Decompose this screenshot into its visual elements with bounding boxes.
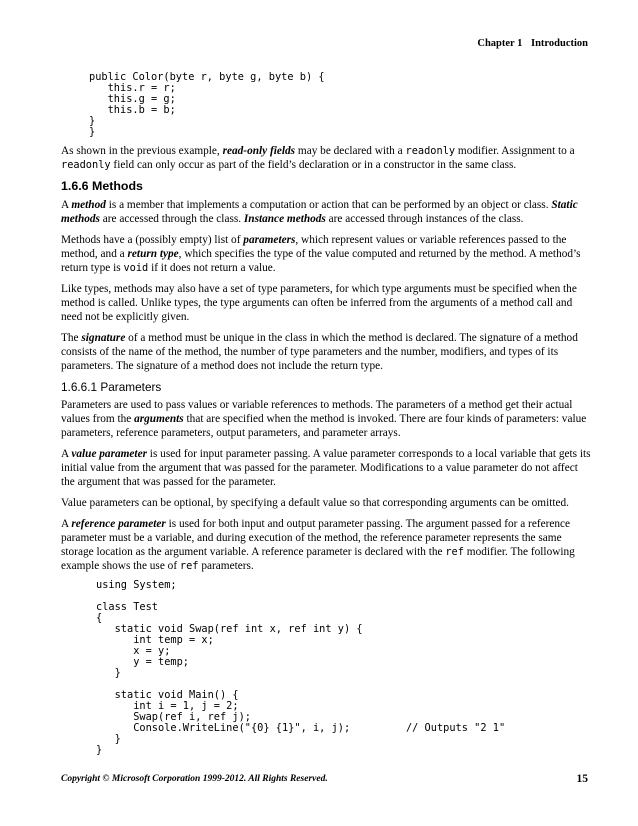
term-instance-methods: Instance methods xyxy=(243,213,326,225)
chapter-number: Chapter 1 xyxy=(477,38,523,49)
code-ref: ref xyxy=(179,560,199,572)
text: is used for both input and output parameter passing. The argument passed for a reference parameter must be a variable, and during execution of the method, the reference parameter represents the same storage location as the argument variable. A reference parameter is declared with the xyxy=(61,518,571,558)
page-number: 15 xyxy=(576,773,588,785)
text: of a method must be unique in the class in which the method is declared. The signature of a method consists of the name of the method, the number of type parameters and the number, modifiers, and types of its parameters. The signature of a method does not include the return type. xyxy=(61,332,578,372)
text: parameters. xyxy=(198,560,254,572)
paragraph-readonly xyxy=(61,144,591,172)
page-header xyxy=(477,38,588,49)
term-signature: signature xyxy=(81,332,126,344)
paragraph-value-parameter xyxy=(61,447,591,489)
term-parameters: parameters xyxy=(243,234,296,246)
term-static-methods: Static methods xyxy=(61,199,578,225)
text: The xyxy=(61,332,82,344)
text: modifier. Assignment to a xyxy=(455,145,575,157)
text: are accessed through the class. xyxy=(99,213,244,225)
term-arguments: arguments xyxy=(134,413,184,425)
text: Parameters are used to pass values or variable references to methods. The parameters of a method get their actual values from the xyxy=(61,399,573,425)
term-readonly-fields: read-only fields xyxy=(222,145,296,157)
paragraph-parameters-return-type xyxy=(61,233,591,275)
text: A xyxy=(61,199,72,211)
text: is a member that implements a computation or action that can be performed by an object or class. xyxy=(105,199,552,211)
paragraph-parameters-definition xyxy=(61,398,591,440)
text: , which specifies the type of the value computed and returned by the method. A method’s return type is xyxy=(61,248,581,274)
text: modifier. The following example shows the use of xyxy=(61,546,575,572)
code-readonly: readonly xyxy=(61,159,111,171)
paragraph-signature xyxy=(61,331,591,373)
code-readonly: readonly xyxy=(405,145,456,157)
copyright-notice: Copyright © Microsoft Corporation 1999-2012. All Rights Reserved. xyxy=(61,774,328,784)
paragraph-method-definition xyxy=(61,198,591,226)
text: field can only occur as part of the field’s declaration or in a constructor in the same class. xyxy=(110,159,517,171)
code-block-swap-example: using System; class Test { static void Swap(ref int x, ref int y) { int temp = x; x = y; y = temp; } static void Main() { int i = 1, j = 2; Swap(ref i, ref j); Console.WriteLine("{0} {1}", i, j); // Outputs "2 1" } } xyxy=(96,579,506,756)
text: A xyxy=(61,518,72,530)
text: is used for input parameter passing. A value parameter corresponds to a local variable that gets its initial value from the argument that was passed for the parameter. Modifications to a value parameter do not affect the argument that was passed for the parameter. xyxy=(61,448,591,488)
code-ref: ref xyxy=(445,546,464,558)
term-value-parameter: value parameter xyxy=(71,448,147,460)
page-body xyxy=(61,72,591,756)
subsection-heading-parameters: 1.6.6.1 Parameters xyxy=(61,380,162,394)
page-footer xyxy=(61,774,588,784)
paragraph-optional-parameters: Value parameters can be optional, by specifying a default value so that corresponding arguments can be omitted. xyxy=(61,497,569,509)
term-return-type: return type xyxy=(127,248,179,260)
text: may be declared with a xyxy=(295,145,406,157)
text: Methods have a (possibly empty) list of xyxy=(61,234,244,246)
text: if it does not return a value. xyxy=(148,262,276,274)
term-reference-parameter: reference parameter xyxy=(71,518,166,530)
paragraph-type-parameters: Like types, methods may also have a set of type parameters, for which type arguments must be specified when the method is called. Unlike types, the type arguments can often be inferred from the arguments of a method call and need not be explicitly given. xyxy=(61,283,577,323)
text: that are specified when the method is invoked. There are four kinds of parameters: value parameters, reference parameters, output parameters, and parameter arrays. xyxy=(61,413,587,439)
section-heading-methods: 1.6.6 Methods xyxy=(61,179,143,193)
chapter-title: Introduction xyxy=(531,38,588,49)
text: are accessed through instances of the class. xyxy=(325,213,524,225)
code-void: void xyxy=(123,262,149,274)
text: As shown in the previous example, xyxy=(61,145,223,157)
paragraph-reference-parameter xyxy=(61,517,591,573)
code-block-color-constructor: public Color(byte r, byte g, byte b) { this.r = r; this.g = g; this.b = b; } } xyxy=(89,71,325,138)
term-method: method xyxy=(71,199,106,211)
text: A xyxy=(61,448,72,460)
text: , which represent values or variable references passed to the method, and a xyxy=(61,234,567,260)
